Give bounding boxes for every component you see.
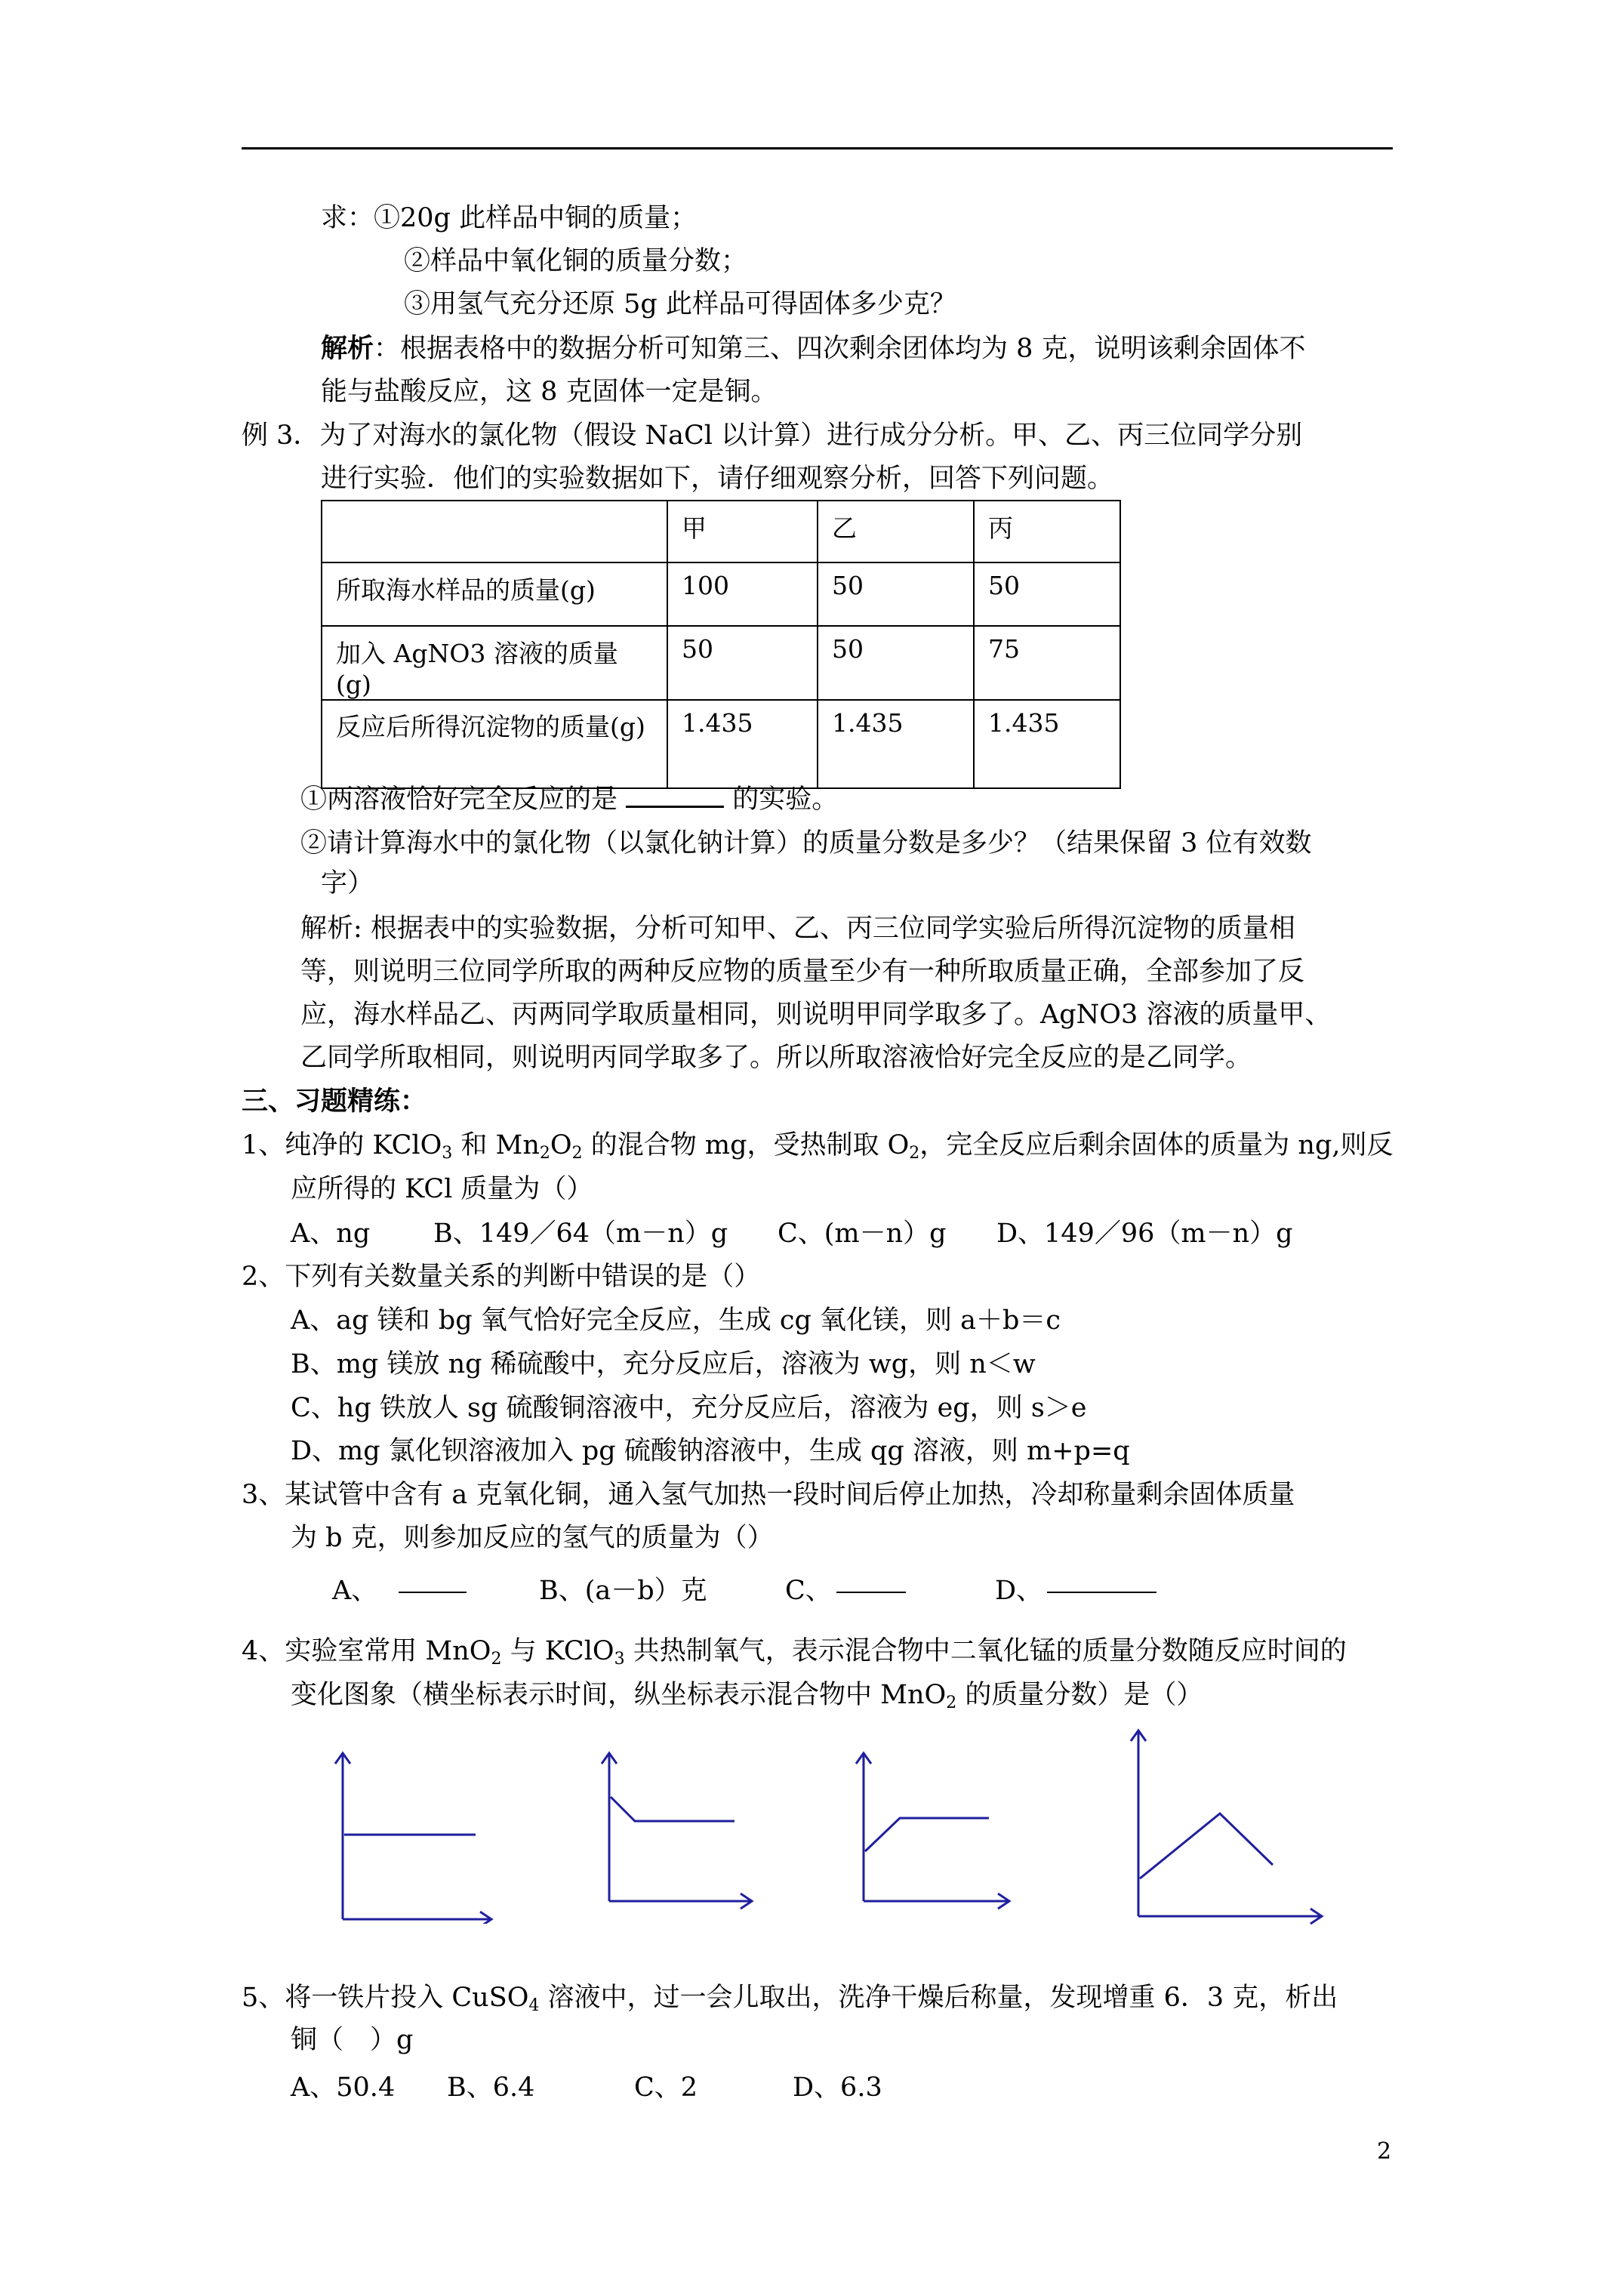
graph-a (326, 1750, 496, 1924)
section-title: 三、习题精练： (242, 1086, 427, 1117)
answer-blank (626, 783, 724, 808)
q5-line-2: 铜（ ）g (291, 2025, 414, 2055)
q2-option-b: B、mg 镁放 ng 稀硫酸中，充分反应后，溶液为 wg，则 n＜w (291, 1349, 1036, 1379)
q1-text-b: 的实验。 (732, 784, 839, 815)
graph-d (1117, 1727, 1329, 1925)
example3-analysis-4: 乙同学所取相同，则说明丙同学取多了。所以所取溶液恰好完全反应的是乙同学。 (300, 1043, 1252, 1073)
example3-analysis-2: 等，则说明三位同学所取的两种反应物的质量至少有一种所取质量正确，全部参加了反 (300, 957, 1305, 987)
table-cell: 50 (818, 562, 974, 626)
table-row (322, 562, 1120, 626)
example3-analysis-1: 解析: 根据表中的实验数据，分析可知甲、乙、丙三位同学实验后所得沉淀物的质量相 (300, 914, 1295, 944)
table-row (322, 700, 1120, 788)
q1-option-d: D、149／96（m－n）g (996, 1219, 1293, 1249)
q2-stem: 2、下列有关数量关系的判断中错误的是（） (242, 1262, 761, 1292)
table-cell: 100 (667, 562, 818, 626)
table-row (322, 626, 1120, 700)
q3-line-2: 为 b 克，则参加反应的氢气的质量为（） (291, 1523, 774, 1553)
graph-c (847, 1750, 1021, 1924)
ask-2: ②样品中氧化铜的质量分数； (404, 246, 748, 276)
q1-text-a: ①两溶液恰好完全反应的是 (300, 784, 618, 815)
q3-line-1: 3、某试管中含有 a 克氧化铜，通入氢气加热一段时间后停止加热，冷却称量剩余固体质量 (242, 1480, 1295, 1510)
fraction-line (1047, 1592, 1156, 1593)
table-cell: 50 (974, 562, 1120, 626)
analysis-text: ：根据表格中的数据分析可知第三、四次剩余团体均为 8 克，说明该剩余固体不 (374, 334, 1306, 364)
table-header-cell: 甲 (667, 501, 818, 562)
q1-option-c: C、(m－n）g (778, 1219, 947, 1249)
q5-option-b: B、6.4 (447, 2073, 535, 2103)
example3-analysis-3: 应，海水样品乙、丙两同学取质量相同，则说明甲同学取多了。AgNO3 溶液的质量甲、 (300, 1000, 1332, 1030)
q5-option-d: D、6.3 (793, 2073, 882, 2103)
q5-option-c: C、2 (634, 2073, 698, 2103)
fraction-line (836, 1592, 906, 1593)
example3-question-1 (300, 783, 838, 816)
q2-option-d: D、mg 氯化钡溶液加入 pg 硫酸钠溶液中，生成 qg 溶液，则 m+p=q (291, 1436, 1130, 1466)
table-cell: 加入 AgNO3 溶液的质量(g) (322, 626, 667, 700)
table-cell: 1.435 (667, 700, 818, 788)
q2-option-c: C、hg 铁放人 sg 硫酸铜溶液中，充分反应后，溶液为 eg，则 s＞e (291, 1393, 1087, 1423)
table-header-cell: 乙 (818, 501, 974, 562)
table-header-cell: 丙 (974, 501, 1120, 562)
q3-option-a: A、 (332, 1574, 467, 1607)
table-header-cell (322, 501, 667, 562)
q1-line-2: 应所得的 KCl 质量为（） (291, 1174, 593, 1204)
ask-3: ③用氢气充分还原 5g 此样品可得固体多少克？ (404, 289, 956, 319)
example3-question-2-line-1: ②请计算海水中的氯化物（以氯化钠计算）的质量分数是多少？（结果保留 3 位有效数 (300, 828, 1312, 858)
table-cell: 50 (818, 626, 974, 700)
q4-line-2: 变化图象（横坐标表示时间，纵坐标表示混合物中 MnO$_2$ 的质量分数）是（） (291, 1680, 1203, 1712)
q3-option-d: D、 (995, 1574, 1156, 1607)
q3-option-c: C、 (785, 1574, 906, 1607)
page-number: 2 (1377, 2138, 1392, 2165)
q4-line-1: 4、实验室常用 MnO$_2$ 与 KClO$_3$ 共热制氧气，表示混合物中二氧化锰的质量分数随反应时间的 (242, 1636, 1347, 1669)
analysis-para-1 (321, 332, 1306, 365)
fraction-line (399, 1592, 467, 1593)
table-cell: 50 (667, 626, 818, 700)
analysis-label: 解析 (321, 333, 374, 364)
ask-1: 求：①20g 此样品中铜的质量； (321, 203, 698, 233)
q1-option-a: A、ng (291, 1219, 371, 1249)
header-rule (242, 147, 1393, 149)
q5-line-1: 5、将一铁片投入 CuSO$_4$ 溶液中，过一会儿取出，洗净干燥后称量，发现增重 6．3 克，析出 (242, 1983, 1338, 2015)
analysis-para-2: 能与盐酸反应，这 8 克固体一定是铜。 (321, 377, 778, 407)
q1-option-b: B、149／64（m－n）g (433, 1219, 728, 1249)
table-header-row (322, 501, 1120, 562)
example3-question-2-line-2: 字） (321, 868, 374, 898)
q2-option-a: A、ag 镁和 bg 氧气恰好完全反应，生成 cg 氧化镁，则 a＋b＝c (291, 1305, 1061, 1336)
table-cell: 所取海水样品的质量(g) (322, 562, 667, 626)
graph-b (593, 1750, 762, 1924)
example3-line-2: 进行实验．他们的实验数据如下，请仔细观察分析，回答下列问题。 (321, 464, 1114, 494)
table-cell: 反应后所得沉淀物的质量(g) (322, 700, 667, 788)
q5-option-a: A、50.4 (291, 2073, 396, 2103)
table-cell: 75 (974, 626, 1120, 700)
table-cell: 1.435 (974, 700, 1120, 788)
table-cell: 1.435 (818, 700, 974, 788)
example3-line-1: 例 3．为了对海水的氯化物（假设 NaCl 以计算）进行成分分析。甲、乙、丙三位同学分别 (242, 421, 1303, 451)
q3-option-b: B、(a－b）克 (539, 1576, 707, 1606)
q1-line-1: 1、纯净的 KClO$_3$ 和 $Mn_2O_2$ 的混合物 mg，受热制取 $O_2$，完全反应后剩余固体的质量为 ng,则反 (242, 1130, 1394, 1163)
data-table (321, 500, 1121, 789)
